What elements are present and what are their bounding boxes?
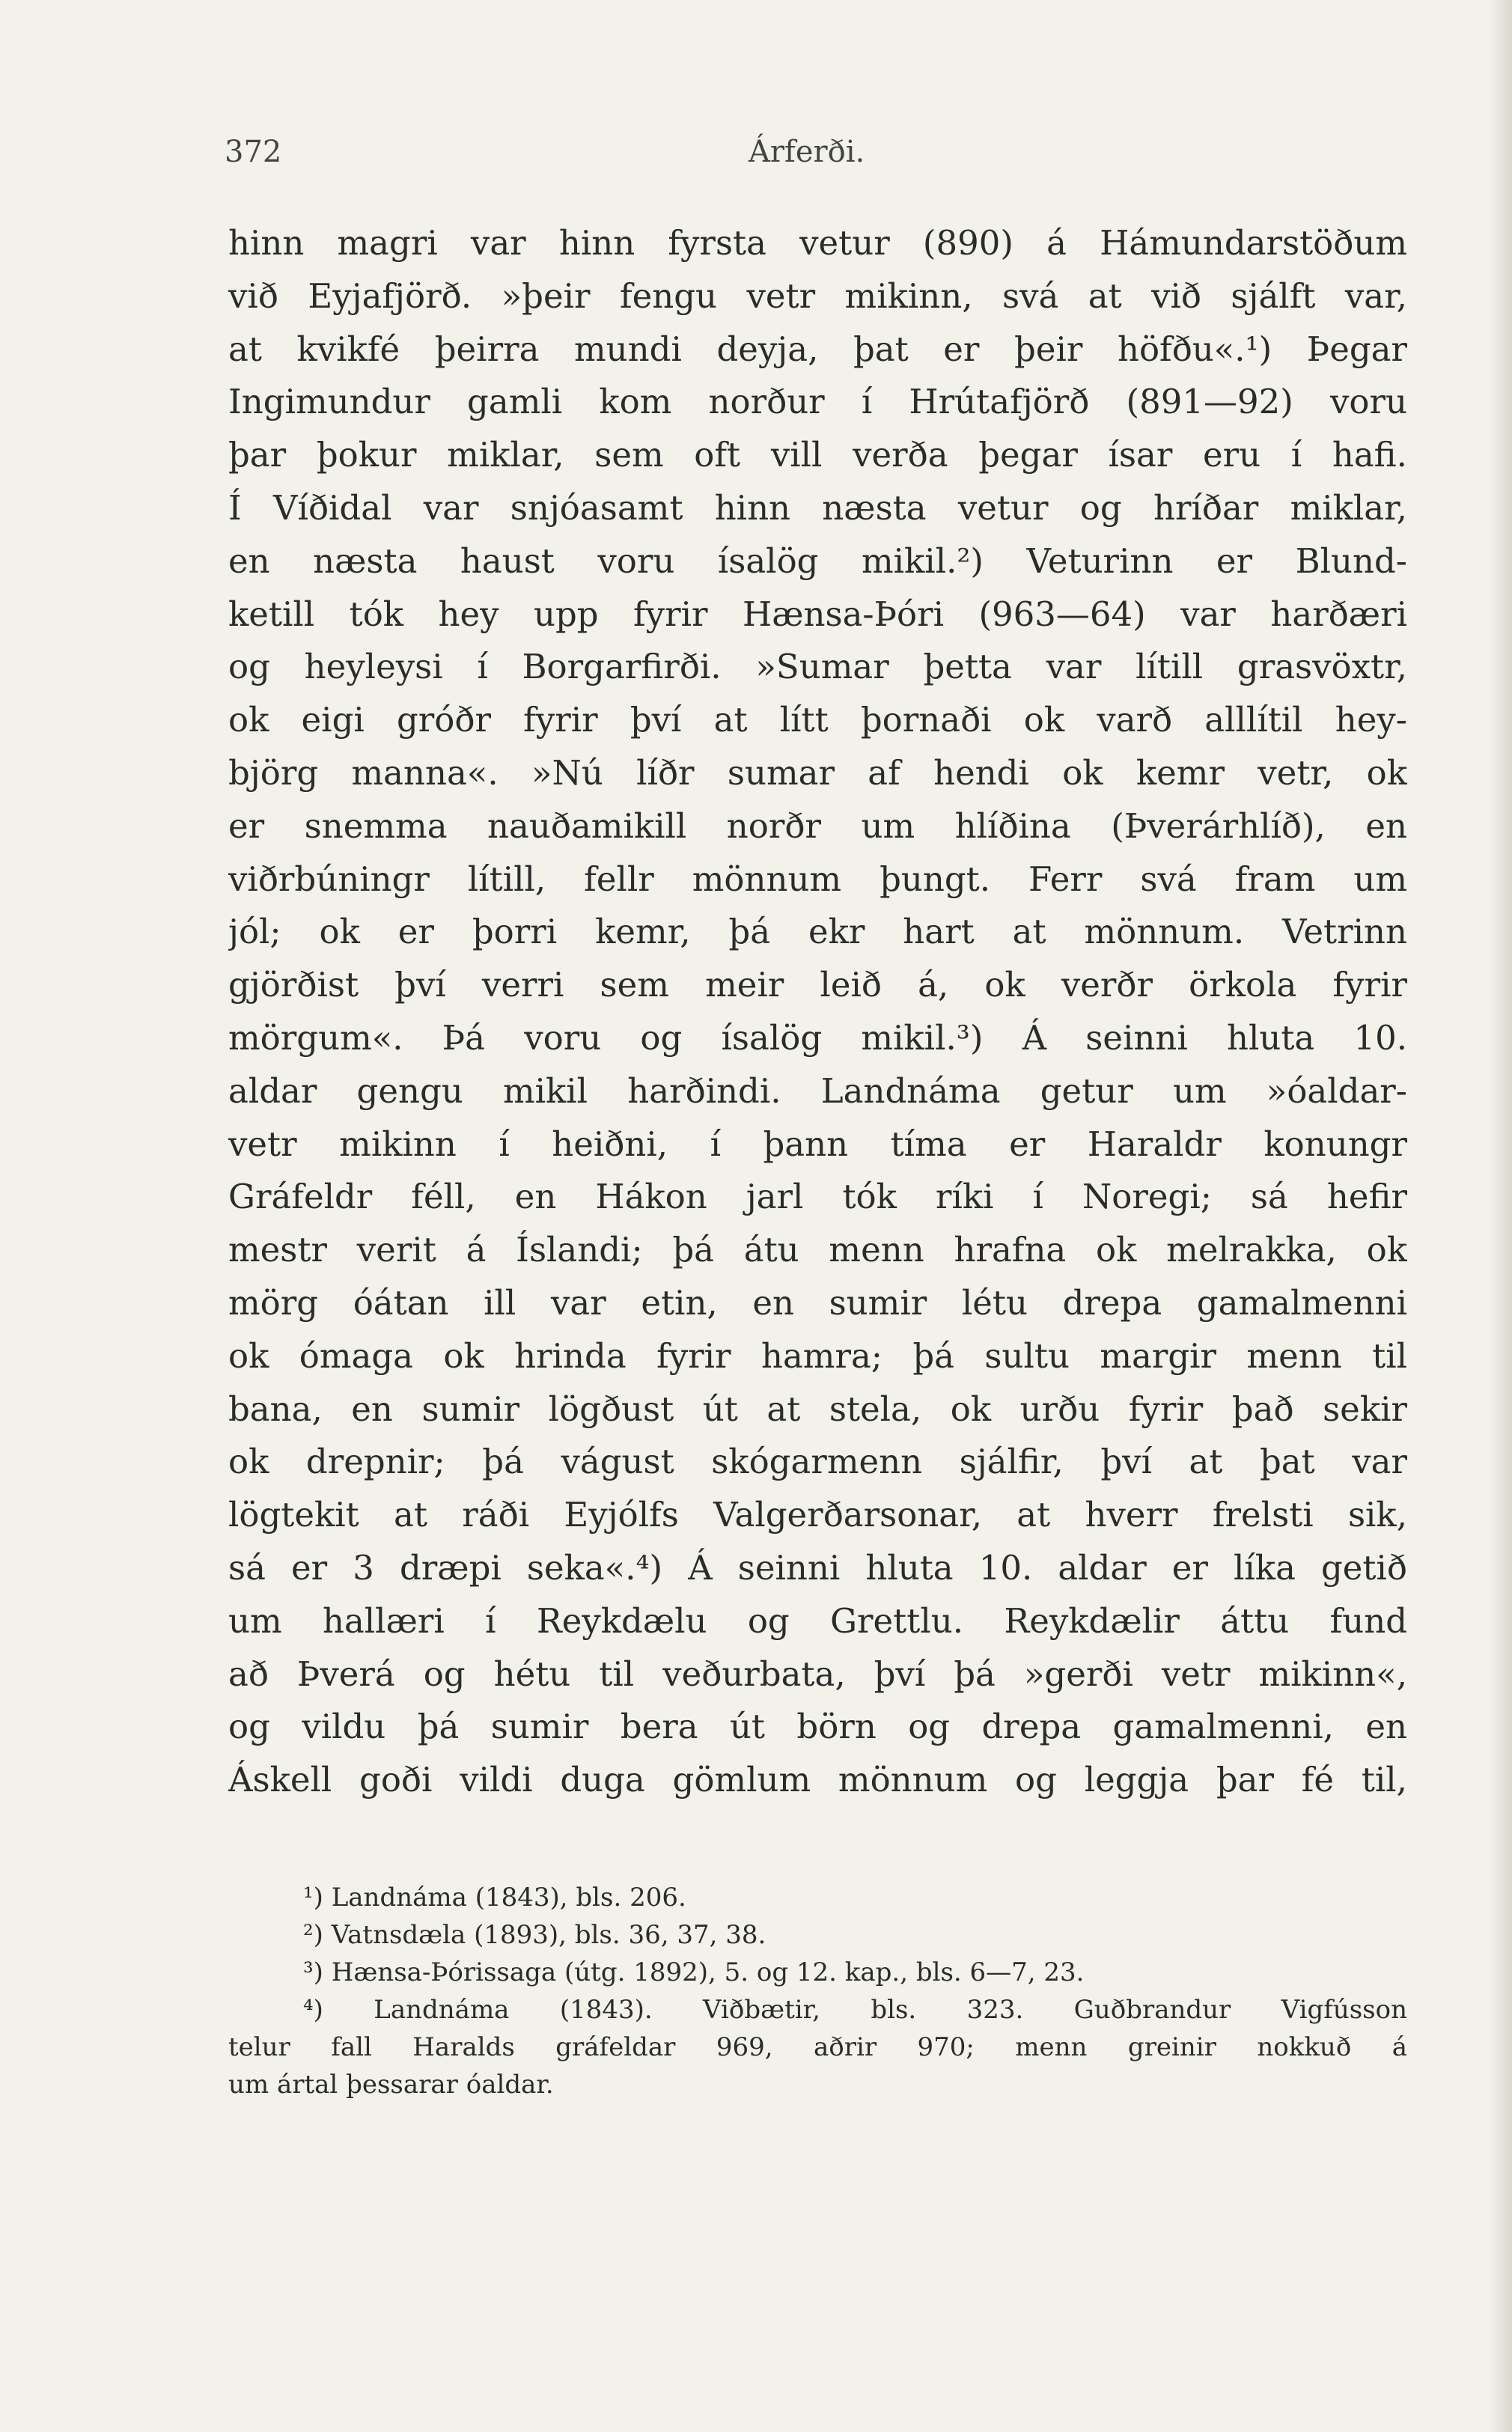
text-line: en næsta haust voru ísalög mikil.²) Veturinn er Blund- bbox=[228, 540, 1407, 581]
text-line: að Þverá og hétu til veðurbata, því þá »gerði vetr mikinn«, bbox=[228, 1654, 1407, 1694]
footnote: ²) Vatnsdæla (1893), bls. 36, 37, 38. bbox=[303, 1920, 766, 1950]
running-title: Árferði. bbox=[749, 135, 865, 169]
text-line: at kvikfé þeirra mundi deyja, þat er þeir höfðu«.¹) Þegar bbox=[228, 329, 1407, 369]
text-line: bana, en sumir lögðust út at stela, ok urðu fyrir það sekir bbox=[228, 1389, 1407, 1429]
text-line: mestr verit á Íslandi; þá átu menn hrafna ok melrakka, ok bbox=[228, 1230, 1407, 1270]
footnote: ³) Hænsa-Þórissaga (útg. 1892), 5. og 12. kap., bls. 6—7, 23. bbox=[303, 1957, 1085, 1987]
text-line: hinn magri var hinn fyrsta vetur (890) á Hámundarstöðum bbox=[228, 223, 1407, 263]
footnote-continuation: telur fall Haralds gráfeldar 969, aðrir 970; menn greinir nokkuð á bbox=[228, 2032, 1407, 2062]
text-line: Áskell goði vildi duga gömlum mönnum og leggja þar fé til, bbox=[228, 1760, 1407, 1800]
footnote: ⁴) Landnáma (1843). Viðbætir, bls. 323. Guðbrandur Vigfússon bbox=[303, 1995, 1407, 2025]
text-line: er snemma nauðamikill norðr um hlíðina (Þverárhlíð), en bbox=[228, 805, 1407, 846]
text-line: mörgum«. Þá voru og ísalög mikil.³) Á seinni hluta 10. bbox=[228, 1017, 1407, 1058]
text-line: aldar gengu mikil harðindi. Landnáma getur um »óaldar- bbox=[228, 1070, 1407, 1111]
body-text bbox=[228, 217, 1407, 1807]
text-line: um hallæri í Reykdælu og Grettlu. Reykdælir áttu fund bbox=[228, 1600, 1407, 1641]
text-line: þar þokur miklar, sem oft vill verða þegar ísar eru í hafi. bbox=[228, 435, 1407, 475]
text-line: ketill tók hey upp fyrir Hænsa-Þóri (963—64) var harðæri bbox=[228, 594, 1407, 634]
text-line: og heyleysi í Borgarfirði. »Sumar þetta var lítill grasvöxtr, bbox=[228, 647, 1407, 687]
text-line: jól; ok er þorri kemr, þá ekr hart at mönnum. Vetrinn bbox=[228, 912, 1407, 952]
text-line: við Eyjafjörð. »þeir fengu vetr mikinn, svá at við sjálft var, bbox=[228, 275, 1407, 316]
text-line: Í Víðidal var snjóasamt hinn næsta vetur og hríðar miklar, bbox=[228, 487, 1407, 528]
page-edge-shadow bbox=[1490, 0, 1512, 2432]
text-line: ok ómaga ok hrinda fyrir hamra; þá sultu margir menn til bbox=[228, 1335, 1407, 1376]
text-line: björg manna«. »Nú líðr sumar af hendi ok kemr vetr, ok bbox=[228, 752, 1407, 793]
text-line: sá er 3 dræpi seka«.⁴) Á seinni hluta 10. aldar er líka getið bbox=[228, 1547, 1407, 1588]
text-line: Ingimundur gamli kom norður í Hrútafjörð (891—92) voru bbox=[228, 382, 1407, 422]
footnote: ¹) Landnáma (1843), bls. 206. bbox=[303, 1883, 686, 1913]
text-line: gjörðist því verri sem meir leið á, ok verðr örkola fyrir bbox=[228, 965, 1407, 1005]
text-line: lögtekit at ráði Eyjólfs Valgerðarsonar, at hverr frelsti sik, bbox=[228, 1495, 1407, 1535]
footnotes bbox=[228, 1879, 1407, 2103]
page-number: 372 bbox=[225, 135, 282, 169]
text-line: Gráfeldr féll, en Hákon jarl tók ríki í Noregi; sá hefir bbox=[228, 1177, 1407, 1217]
text-line: viðrbúningr lítill, fellr mönnum þungt. Ferr svá fram um bbox=[228, 859, 1407, 899]
text-line: vetr mikinn í heiðni, í þann tíma er Haraldr konungr bbox=[228, 1124, 1407, 1164]
text-line: ok drepnir; þá vágust skógarmenn sjálfir, því at þat var bbox=[228, 1442, 1407, 1482]
text-line: mörg óátan ill var etin, en sumir létu drepa gamalmenni bbox=[228, 1282, 1407, 1323]
footnote-continuation: um ártal þessarar óaldar. bbox=[228, 2070, 554, 2100]
text-line: og vildu þá sumir bera út börn og drepa gamalmenni, en bbox=[228, 1707, 1407, 1747]
text-line: ok eigi gróðr fyrir því at lítt þornaði ok varð alllítil hey- bbox=[228, 700, 1407, 740]
